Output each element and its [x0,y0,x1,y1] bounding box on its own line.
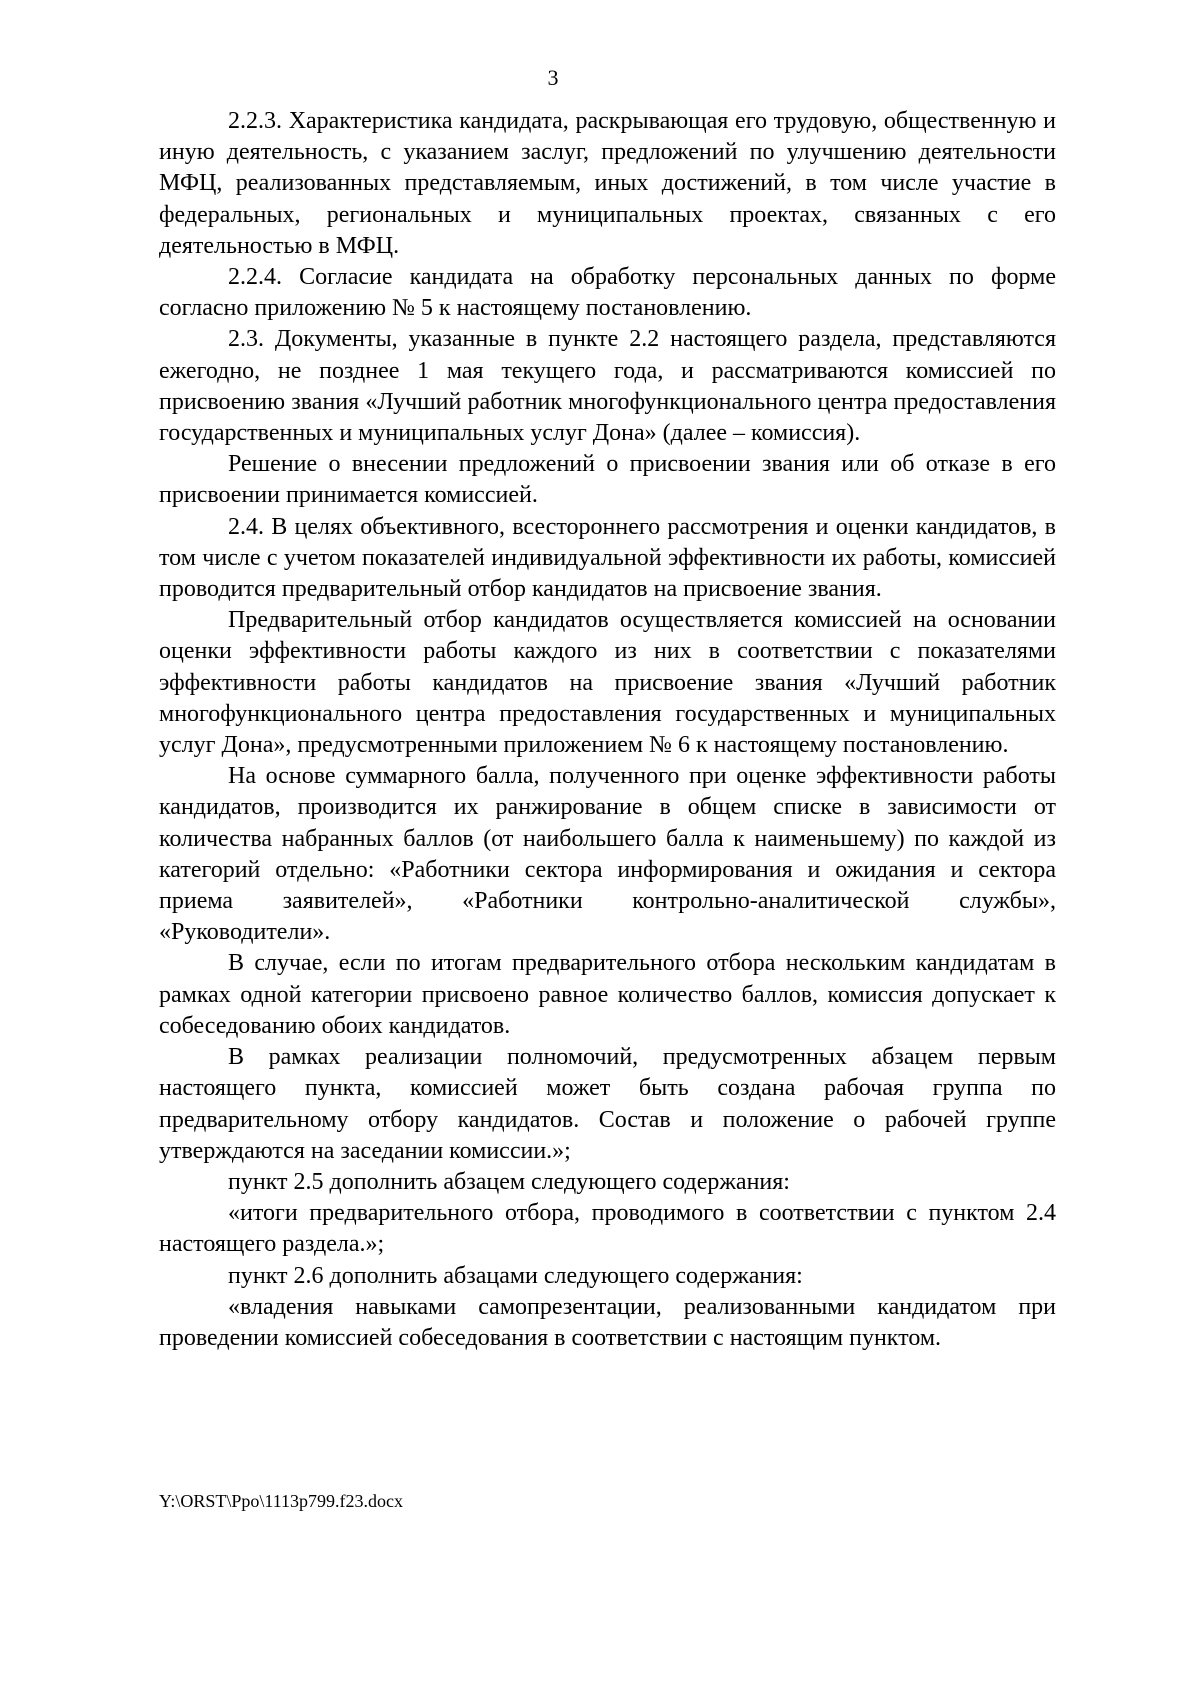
paragraph-2-2-4: 2.2.4. Согласие кандидата на обработку персональных данных по форме согласно приложению № 5 к настоящему постановлению. [159,264,1056,322]
paragraph-2-2-3: 2.2.3. Характеристика кандидата, раскрывающая его трудовую, общественную и иную деятельность, с указанием заслуг, предложений по улучшению деятельности МФЦ, реализованных представляемым, иных достижений, в том числе участие в федеральных, региональных и муниципальных проектах, связанных с его деятельностью в МФЦ. [159,108,1056,259]
paragraph-amend-2-6-text: «владения навыками самопрезентации, реализованными кандидатом при проведении комиссией собеседования в соответствии с настоящим пунктом. [159,1293,1056,1351]
paragraph-2-3: 2.3. Документы, указанные в пункте 2.2 настоящего раздела, представляются ежегодно, не позднее 1 мая текущего года, и рассматриваются комиссией по присвоению звания «Лучший работник многофункционального центра предоставления государственных и муниципальных услуг Дона» (далее – комиссия). [159,326,1056,447]
paragraph-preliminary-selection: Предварительный отбор кандидатов осуществляется комиссией на основании оценки эффективности работы каждого из них в соответствии с показателями эффективности работы кандидатов на присвоение звания «Лучший работник многофункционального центра предоставления государственных и муниципальных услуг Дона», предусмотренными приложением № 6 к настоящему постановлению. [159,607,1056,759]
paragraph-amend-2-5: пункт 2.5 дополнить абзацем следующего содержания: [228,1168,790,1195]
footer-file-path: Y:\ORST\Ppo\1113p799.f23.docx [159,1491,404,1511]
paragraph-amend-2-6: пункт 2.6 дополнить абзацами следующего содержания: [228,1262,803,1289]
document-body [159,106,1056,1354]
paragraph-amend-2-5-text: «итоги предварительного отбора, проводимого в соответствии с пунктом 2.4 настоящего раздела.»; [159,1200,1056,1258]
paragraph-2-4: 2.4. В целях объективного, всестороннего рассмотрения и оценки кандидатов, в том числе с учетом показателей индивидуальной эффективности их работы, комиссией проводится предварительный отбор кандидатов на присвоение звания. [159,513,1056,603]
page-number: 3 [547,65,559,90]
paragraph-ranking: На основе суммарного балла, полученного при оценке эффективности работы кандидатов, производится их ранжирование в общем списке в зависимости от количества набранных баллов (от наибольшего балла к наименьшему) по каждой из категорий отдельно: «Работники сектора информирования и ожидания и сектора приема заявителей», «Работники контрольно-аналитической службы», «Руководители». [159,763,1056,946]
paragraph-equal-scores: В случае, если по итогам предварительного отбора нескольким кандидатам в рамках одной категории присвоено равное количество баллов, комиссия допускает к собеседованию обоих кандидатов. [159,950,1056,1039]
paragraph-working-group: В рамках реализации полномочий, предусмотренных абзацем первым настоящего пункта, комиссией может быть создана рабочая группа по предварительному отбору кандидатов. Состав и положение о рабочей группе утверждаются на заседании комиссии.»; [159,1044,1056,1164]
paragraph-decision: Решение о внесении предложений о присвоении звания или об отказе в его присвоении принимается комиссией. [159,451,1056,509]
